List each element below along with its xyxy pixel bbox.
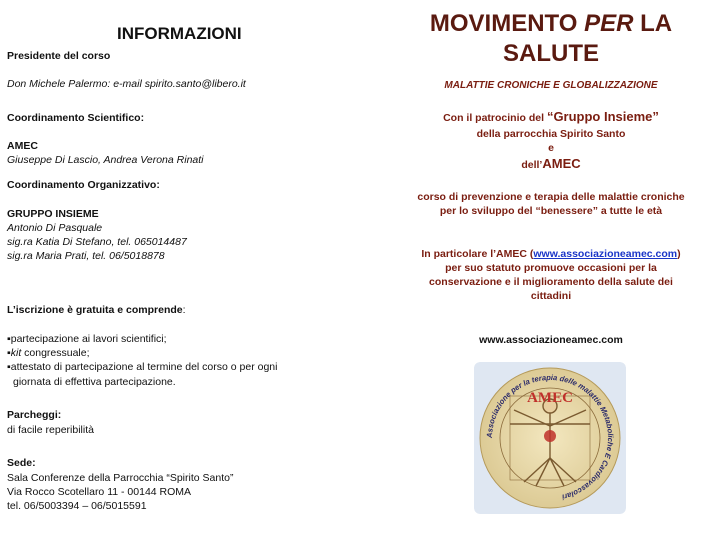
particolare-block [390,247,712,303]
particolare-suffix: ) [677,248,681,260]
sede-line2: Via Rocco Scotellaro 11 - 00144 ROMA [7,486,192,498]
logo-ring-textpath: Associazione per la terapia delle malattie Metaboliche E Cardiovascolari [484,372,616,502]
gruppo-insieme: “Gruppo Insieme” [546,109,659,124]
bullet-text-1: partecipazione ai lavori scientifici; [10,333,167,345]
particolare-line2: per suo statuto promuove occasioni per la [445,262,657,274]
bullet-text-2-italic: kit [10,347,22,359]
corso-block [390,190,712,218]
iscrizione-heading [7,303,186,317]
subtitle: MALATTIE CRONICHE E GLOBALIZZAZIONE [444,80,658,91]
e-line: e [548,142,554,154]
coord-organizzativo-line2: sig.ra Katia Di Stefano, tel. 065014487 [7,236,187,248]
parrocchia-line: della parrocchia Spirito Santo [476,128,626,140]
dell-prefix: dell’ [521,159,543,171]
particolare-line3: conservazione e il miglioramento della salute dei [429,276,673,288]
parcheggi-value: di facile reperibilità [7,424,94,436]
patrocinio-line [390,108,712,127]
bullet-item-2: ▪kit congressuale; [7,347,90,359]
main-title [390,9,712,69]
sede-label: Sede: [7,457,36,469]
coord-scientifico-names: Giuseppe Di Lascio, Andrea Verona Rinati [7,154,204,166]
coord-organizzativo-group: GRUPPO INSIEME [7,208,99,220]
sede-line1: Sala Conferenze della Parrocchia “Spirito Santo” [7,472,234,484]
coord-organizzativo-line1: Antonio Di Pasquale [7,222,103,234]
parcheggi-label: Parcheggi: [7,409,62,421]
main-title-line2: SALUTE [503,40,599,67]
patrocinio-block [390,108,712,174]
bullet-text-2: congressuale; [21,347,90,359]
coord-scientifico-label: Coordinamento Scientifico: [7,112,145,124]
amec-website-link[interactable]: www.associazioneamec.com [533,248,678,260]
main-title-line1 [390,9,712,39]
presidente-value: Don Michele Palermo: e-mail spirito.santo@libero.it [7,78,246,90]
patrocinio-prefix: Con il patrocinio del [443,112,547,124]
iscrizione-colon: : [182,304,186,316]
corso-line1: corso di prevenzione e terapia delle malattie croniche [417,191,685,203]
bullet-item-1: ▪partecipazione ai lavori scientifici; [7,333,167,345]
title-italic: PER [584,10,634,37]
info-title: INFORMAZIONI [117,24,242,43]
particolare-line1 [390,247,712,261]
website-text: www.associazioneamec.com [479,334,623,346]
logo-amec-text: AMEC [527,390,573,406]
particolare-prefix: In particolare l’AMEC ( [421,248,534,260]
iscrizione-label: L’iscrizione è gratuita e comprende [7,304,183,316]
dell-amec-line [390,155,712,174]
coord-scientifico-org: AMEC [7,140,38,152]
title-part1: MOVIMENTO [429,10,585,37]
corso-line2: per lo sviluppo del “benessere” a tutte le età [439,205,663,217]
bullet-text-3: attestato di partecipazione al termine del corso o per ogni [10,361,278,373]
coord-organizzativo-line3: sig.ra Maria Prati, tel. 06/5018878 [7,250,165,262]
amec-logo [474,362,626,514]
coord-organizzativo-label: Coordinamento Organizzativo: [7,179,160,191]
heart-icon [544,430,556,442]
amec-text: AMEC [542,156,581,171]
particolare-line4: cittadini [530,290,572,302]
presidente-label: Presidente del corso [7,50,111,62]
bullet-item-3: ▪attestato di partecipazione al termine del corso o per ogni [7,361,278,373]
bullet-text-3-continued: giornata di effettiva partecipazione. [13,376,176,388]
title-part2: LA [633,10,673,37]
sede-line3: tel. 06/5003394 – 06/5015591 [7,500,147,512]
